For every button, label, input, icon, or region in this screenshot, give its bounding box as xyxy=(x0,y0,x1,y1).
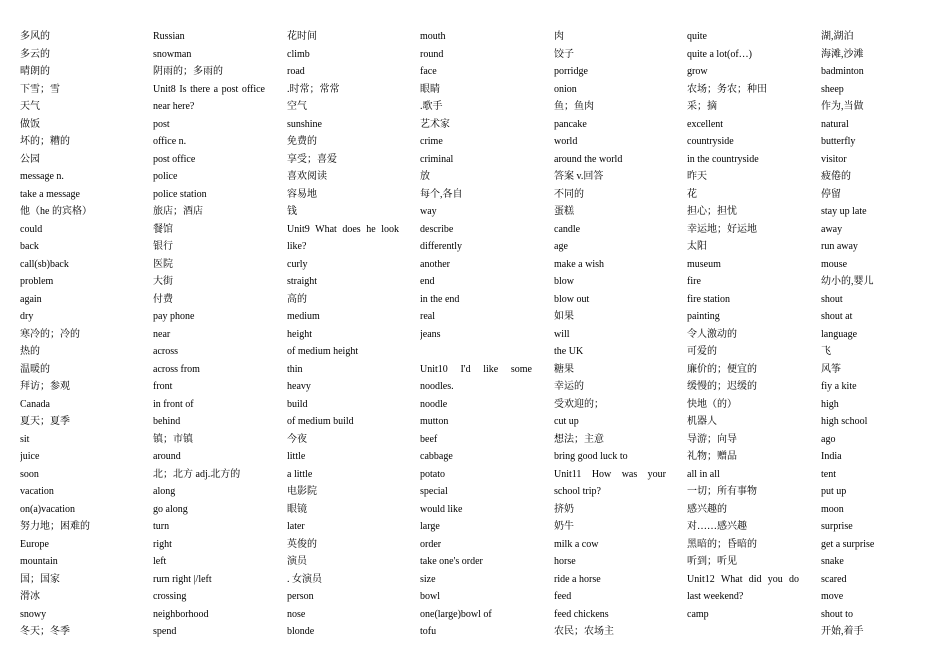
vocab-entry: the UK xyxy=(554,346,584,357)
vocab-entry: in front of xyxy=(153,398,194,410)
vocab-entry: cabbage xyxy=(420,451,453,462)
vocab-entry: 付费 xyxy=(153,293,173,305)
vocab-entry: feed xyxy=(554,591,572,602)
vocab-entry: one(large)bowl of xyxy=(420,608,492,620)
vocab-entry: blow out xyxy=(554,293,590,305)
vocab-entry: in the countryside xyxy=(687,153,759,165)
vocab-entry: feed chickens xyxy=(554,608,609,620)
vocab-entry: onion xyxy=(554,83,577,95)
vocab-entry: 肉 xyxy=(554,31,564,42)
vocab-entry: fire station xyxy=(687,293,731,305)
vocab-entry: run away xyxy=(821,241,858,252)
vocab-entry: camp xyxy=(687,608,709,620)
vocab-column-6 xyxy=(687,28,799,623)
vocab-entry: . 女演员 xyxy=(287,573,322,585)
vocab-entry: crime xyxy=(420,136,443,147)
vocab-entry: 钱 xyxy=(287,206,297,217)
vocab-entry: move xyxy=(821,591,844,602)
vocab-entry: mutton xyxy=(420,416,449,427)
vocab-entry: blonde xyxy=(287,626,315,637)
vocab-entry: butterfly xyxy=(821,136,856,147)
vocab-entry: 停留 xyxy=(821,188,841,200)
vocab-entry: Unit10 I'd like some xyxy=(420,363,532,375)
vocab-entry: fiy a kite xyxy=(821,381,857,392)
vocab-entry: across from xyxy=(153,363,200,375)
vocab-entry: problem xyxy=(20,276,54,287)
vocab-entry: crossing xyxy=(153,591,187,602)
vocab-entry: 一切；所有事物 xyxy=(687,486,757,497)
vocab-entry: post xyxy=(153,118,170,130)
vocab-entry: spend xyxy=(153,626,177,637)
vocab-entry: left xyxy=(153,556,167,567)
vocab-entry: .时常；常常 xyxy=(287,83,340,95)
vocab-entry: high school xyxy=(821,416,868,427)
vocab-entry: all in all xyxy=(687,468,720,480)
vocab-entry: office n. xyxy=(153,136,187,147)
vocab-entry: 大街 xyxy=(153,276,173,287)
vocab-entry: 喜欢阅读 xyxy=(287,171,327,182)
vocab-entry: mouth xyxy=(420,31,446,42)
vocab-entry: 多风的 xyxy=(20,31,50,42)
vocab-entry: 冬天；冬季 xyxy=(20,626,70,637)
vocab-entry: fire xyxy=(687,276,701,287)
vocab-entry: order xyxy=(420,538,442,550)
vocab-entry: India xyxy=(821,451,842,462)
vocab-entry: front xyxy=(153,381,173,392)
vocab-entry: shout at xyxy=(821,311,853,322)
vocab-entry: 空气 xyxy=(287,101,307,112)
vocab-entry: 花 xyxy=(687,188,697,200)
vocab-entry: post office xyxy=(153,153,196,165)
vocab-entry: painting xyxy=(687,311,720,322)
vocab-entry: 开始,着手 xyxy=(821,626,864,637)
vocab-entry: 农场；务农；种田 xyxy=(687,83,767,95)
vocab-entry: moon xyxy=(821,503,844,515)
vocab-entry: 不同的 xyxy=(554,188,584,200)
vocab-entry: turn xyxy=(153,521,170,532)
vocab-entry: 温暖的 xyxy=(20,363,50,375)
vocab-entry: 天气 xyxy=(20,101,40,112)
vocab-entry: 拜访；参观 xyxy=(20,381,70,392)
vocab-entry: 快地（的） xyxy=(687,398,737,410)
vocab-entry: 农民；农场主 xyxy=(554,626,614,637)
vocab-entry: 高的 xyxy=(287,293,307,305)
vocab-entry: 糖果 xyxy=(554,363,574,375)
vocab-entry: police xyxy=(153,171,178,182)
vocab-entry: take one's order xyxy=(420,556,483,567)
vocab-entry: 滑冰 xyxy=(20,591,40,602)
vocab-entry: nose xyxy=(287,608,306,620)
vocab-column-2 xyxy=(153,28,265,641)
vocab-entry: 夏天；夏季 xyxy=(20,416,70,427)
vocab-entry: snowman xyxy=(153,48,192,60)
vocab-entry: Russian xyxy=(153,31,185,42)
vocab-entry: quite a lot(of…) xyxy=(687,48,752,60)
vocab-entry: Unit11 How was your xyxy=(554,468,666,480)
vocab-entry: 艺术家 xyxy=(420,118,450,130)
vocab-entry: 幼小的,婴儿 xyxy=(821,276,874,287)
vocab-entry: real xyxy=(420,311,435,322)
vocab-entry: stay up late xyxy=(821,206,867,217)
vocab-entry: message n. xyxy=(20,171,64,182)
vocab-entry: last weekend? xyxy=(687,591,744,602)
vocab-entry: straight xyxy=(287,276,317,287)
vocab-entry: excellent xyxy=(687,118,724,130)
vocab-entry: 机器人 xyxy=(687,416,717,427)
vocab-entry: 寒冷的；冷的 xyxy=(20,328,80,340)
vocab-entry: 努力地；困难的 xyxy=(20,521,90,532)
vocab-entry: sunshine xyxy=(287,118,322,130)
vocab-entry: 下雪；雪 xyxy=(20,83,60,95)
vocab-entry: Unit8 Is there a post office xyxy=(153,83,265,95)
vocab-entry: size xyxy=(420,573,436,585)
vocab-entry: age xyxy=(554,241,568,252)
vocab-entry: 银行 xyxy=(153,241,173,252)
vocab-entry: around xyxy=(153,451,181,462)
vocab-entry: will xyxy=(554,328,570,340)
vocab-entry: 容易地 xyxy=(287,188,317,200)
vocab-entry: vacation xyxy=(20,486,54,497)
vocab-entry: 演员 xyxy=(287,556,307,567)
vocab-entry: criminal xyxy=(420,153,454,165)
vocab-entry: 黑暗的；昏暗的 xyxy=(687,538,757,550)
vocab-entry: cut up xyxy=(554,416,579,427)
vocab-entry: jeans xyxy=(420,328,441,340)
vocab-entry: 鱼；鱼肉 xyxy=(554,101,594,112)
vocab-column-1 xyxy=(20,28,132,641)
vocab-entry: porridge xyxy=(554,66,588,77)
vocab-entry: 饺子 xyxy=(554,48,574,60)
vocab-column-5 xyxy=(554,28,666,641)
vocab-entry: 湖,湖泊 xyxy=(821,31,854,42)
vocab-entry: 采；摘 xyxy=(687,101,717,112)
vocab-entry: of medium height xyxy=(287,346,359,357)
vocab-entry: 阴雨的；多雨的 xyxy=(153,66,223,77)
vocab-entry: would like xyxy=(420,503,463,515)
vocab-entry: 太阳 xyxy=(687,241,707,252)
vocab-entry: 想法；主意 xyxy=(554,433,604,445)
vocab-entry: bowl xyxy=(420,591,440,602)
vocab-entry: face xyxy=(420,66,437,77)
vocab-entry: 镇；市镇 xyxy=(153,433,193,445)
vocab-entry: beef xyxy=(420,433,438,445)
vocab-entry: surprise xyxy=(821,521,853,532)
vocab-entry: noodles. xyxy=(420,381,454,392)
vocab-entry: quite xyxy=(687,31,707,42)
vocab-column-4 xyxy=(420,28,532,641)
vocab-entry: 对……感兴趣 xyxy=(687,521,747,532)
vocab-entry: heavy xyxy=(287,381,311,392)
vocab-entry: along xyxy=(153,486,176,497)
vocab-entry: 感兴趣的 xyxy=(687,503,727,515)
vocab-entry: tofu xyxy=(420,626,437,637)
vocab-entry: get a surprise xyxy=(821,538,875,550)
vocab-entry: describe xyxy=(420,223,454,235)
vocab-entry: end xyxy=(420,276,435,287)
vocab-entry: shout to xyxy=(821,608,853,620)
vocab-entry: mountain xyxy=(20,556,58,567)
vocab-entry: 缓慢的；迟缓的 xyxy=(687,381,757,392)
vocab-entry: 廉价的；便宜的 xyxy=(687,363,757,375)
vocab-entry: away xyxy=(821,223,843,235)
vocab-entry: thin xyxy=(287,363,303,375)
vocab-entry: snowy xyxy=(20,608,47,620)
vocab-entry: grow xyxy=(687,66,708,77)
vocab-entry: snake xyxy=(821,556,844,567)
vocab-entry: make a wish xyxy=(554,258,604,270)
vocab-entry: shout xyxy=(821,293,843,305)
vocab-entry: go along xyxy=(153,503,188,515)
vocab-entry: noodle xyxy=(420,398,448,410)
vocab-entry: tent xyxy=(821,468,836,480)
vocab-entry: large xyxy=(420,521,440,532)
vocab-entry: 今夜 xyxy=(287,433,307,445)
vocab-entry: later xyxy=(287,521,305,532)
vocab-entry: museum xyxy=(687,258,721,270)
vocab-entry: world xyxy=(554,136,578,147)
vocab-entry: on(a)vacation xyxy=(20,503,75,515)
vocab-entry: climb xyxy=(287,48,310,60)
vocab-entry: call(sb)back xyxy=(20,258,69,270)
vocab-entry: 英俊的 xyxy=(287,538,317,550)
vocab-entry: 晴朗的 xyxy=(20,66,50,77)
vocab-entry: 蛋糕 xyxy=(554,206,574,217)
vocab-entry: badminton xyxy=(821,66,864,77)
vocab-entry: scared xyxy=(821,573,847,585)
vocab-entry: sheep xyxy=(821,83,844,95)
vocab-entry: near here? xyxy=(153,101,195,112)
vocab-entry: 国；国家 xyxy=(20,573,60,585)
vocab-entry: 公园 xyxy=(20,153,40,165)
vocab-entry: soon xyxy=(20,468,39,480)
vocab-entry: 餐馆 xyxy=(153,223,173,235)
vocab-column-7 xyxy=(821,28,933,641)
vocab-entry: another xyxy=(420,258,450,270)
vocab-entry: 免费的 xyxy=(287,136,317,147)
vocab-entry: 可爱的 xyxy=(687,346,717,357)
vocab-entry: behind xyxy=(153,416,181,427)
vocab-entry: 如果 xyxy=(554,311,574,322)
vocab-entry: visitor xyxy=(821,153,847,165)
vocab-entry: little xyxy=(287,451,306,462)
vocab-entry: 飞 xyxy=(821,346,831,357)
vocab-entry: 眼镜 xyxy=(287,503,307,515)
vocab-entry: across xyxy=(153,346,178,357)
vocab-entry: around the world xyxy=(554,153,623,165)
vocab-entry: put up xyxy=(821,486,847,497)
vocab-entry: 礼物；赠品 xyxy=(687,451,737,462)
vocab-entry: 幸运地；好运地 xyxy=(687,223,757,235)
vocab-entry: 花时间 xyxy=(287,31,317,42)
vocab-entry: 海滩,沙滩 xyxy=(821,48,864,60)
vocab-entry: natural xyxy=(821,118,849,130)
vocab-entry: .歌手 xyxy=(420,101,443,112)
vocab-entry: 令人激动的 xyxy=(687,328,737,340)
vocab-entry: 奶牛 xyxy=(554,521,574,532)
vocab-entry: medium xyxy=(287,311,320,322)
vocab-entry: 疲倦的 xyxy=(821,171,851,182)
vocab-entry: could xyxy=(20,223,43,235)
vocab-entry: take a message xyxy=(20,188,80,200)
vocab-entry: 答案 v.回答 xyxy=(554,171,604,182)
vocab-entry: right xyxy=(153,538,172,550)
vocab-entry: candle xyxy=(554,223,581,235)
vocab-entry: road xyxy=(287,66,305,77)
vocab-entry: ride a horse xyxy=(554,573,601,585)
vocab-entry: ago xyxy=(821,433,836,445)
vocab-entry: 坏的；糟的 xyxy=(20,136,70,147)
vocab-entry: 担心；担忧 xyxy=(687,206,737,217)
vocab-entry: back xyxy=(20,241,39,252)
vocab-entry: way xyxy=(420,206,437,217)
vocab-entry xyxy=(420,343,532,361)
vocab-entry: 导游；向导 xyxy=(687,433,737,445)
vocab-entry: differently xyxy=(420,241,463,252)
vocab-entry: near xyxy=(153,328,171,340)
vocab-entry: again xyxy=(20,293,42,305)
vocab-entry: 幸运的 xyxy=(554,381,584,392)
vocab-entry: Unit12 What did you do xyxy=(687,573,799,585)
vocab-entry: build xyxy=(287,398,308,410)
vocab-entry: potato xyxy=(420,468,445,480)
vocab-entry: 旅店；酒店 xyxy=(153,206,203,217)
vocab-entry: bring good luck to xyxy=(554,451,628,462)
vocab-entry: sit xyxy=(20,433,30,445)
vocab-entry: Europe xyxy=(20,538,49,550)
vocab-entry: person xyxy=(287,591,314,602)
vocab-entry: rurn right |/left xyxy=(153,573,212,585)
vocab-entry: 热的 xyxy=(20,346,40,357)
vocab-entry: pancake xyxy=(554,118,587,130)
vocab-entry: police station xyxy=(153,188,207,200)
vocab-entry: dry xyxy=(20,311,34,322)
vocab-entry: a little xyxy=(287,468,313,480)
vocab-entry: 受欢迎的； xyxy=(554,398,604,410)
vocab-entry: 多云的 xyxy=(20,48,50,60)
vocab-entry: Canada xyxy=(20,398,50,410)
vocab-entry: Unit9 What does he look xyxy=(287,223,399,235)
vocab-entry: school trip? xyxy=(554,486,601,497)
vocab-entry: language xyxy=(821,328,858,340)
vocab-entry: pay phone xyxy=(153,311,195,322)
vocab-entry: 作为,当做 xyxy=(821,101,864,112)
vocab-entry: like? xyxy=(287,241,307,252)
vocab-entry: in the end xyxy=(420,293,460,305)
vocab-entry: 电影院 xyxy=(287,486,317,497)
vocab-entry: curly xyxy=(287,258,308,270)
vocab-entry: 风筝 xyxy=(821,363,841,375)
vocab-entry: 做饭 xyxy=(20,118,40,130)
vocab-entry: of medium build xyxy=(287,416,354,427)
vocab-entry: blow xyxy=(554,276,574,287)
vocab-entry: 挤奶 xyxy=(554,503,574,515)
vocab-entry: special xyxy=(420,486,448,497)
vocab-entry: 享受；喜爱 xyxy=(287,153,337,165)
vocab-column-3 xyxy=(287,28,399,641)
vocab-entry: 每个,各自 xyxy=(420,188,463,200)
vocab-entry: neighborhood xyxy=(153,608,209,620)
vocab-entry: high xyxy=(821,398,839,410)
vocab-entry: countryside xyxy=(687,136,734,147)
vocab-entry: height xyxy=(287,328,312,340)
vocab-entry: juice xyxy=(20,451,40,462)
vocab-entry: 放 xyxy=(420,171,430,182)
vocab-entry: mouse xyxy=(821,258,848,270)
vocab-entry: 听到；听见 xyxy=(687,556,737,567)
vocab-entry: 北；北方 adj.北方的 xyxy=(153,468,241,480)
vocab-entry: 昨天 xyxy=(687,171,707,182)
vocab-entry: horse xyxy=(554,556,576,567)
vocab-entry: round xyxy=(420,48,444,60)
vocab-entry: 医院 xyxy=(153,258,173,270)
vocab-entry: milk a cow xyxy=(554,538,599,550)
vocab-entry: 眼睛 xyxy=(420,83,440,95)
vocab-entry: 他（he 的宾格） xyxy=(20,206,92,217)
